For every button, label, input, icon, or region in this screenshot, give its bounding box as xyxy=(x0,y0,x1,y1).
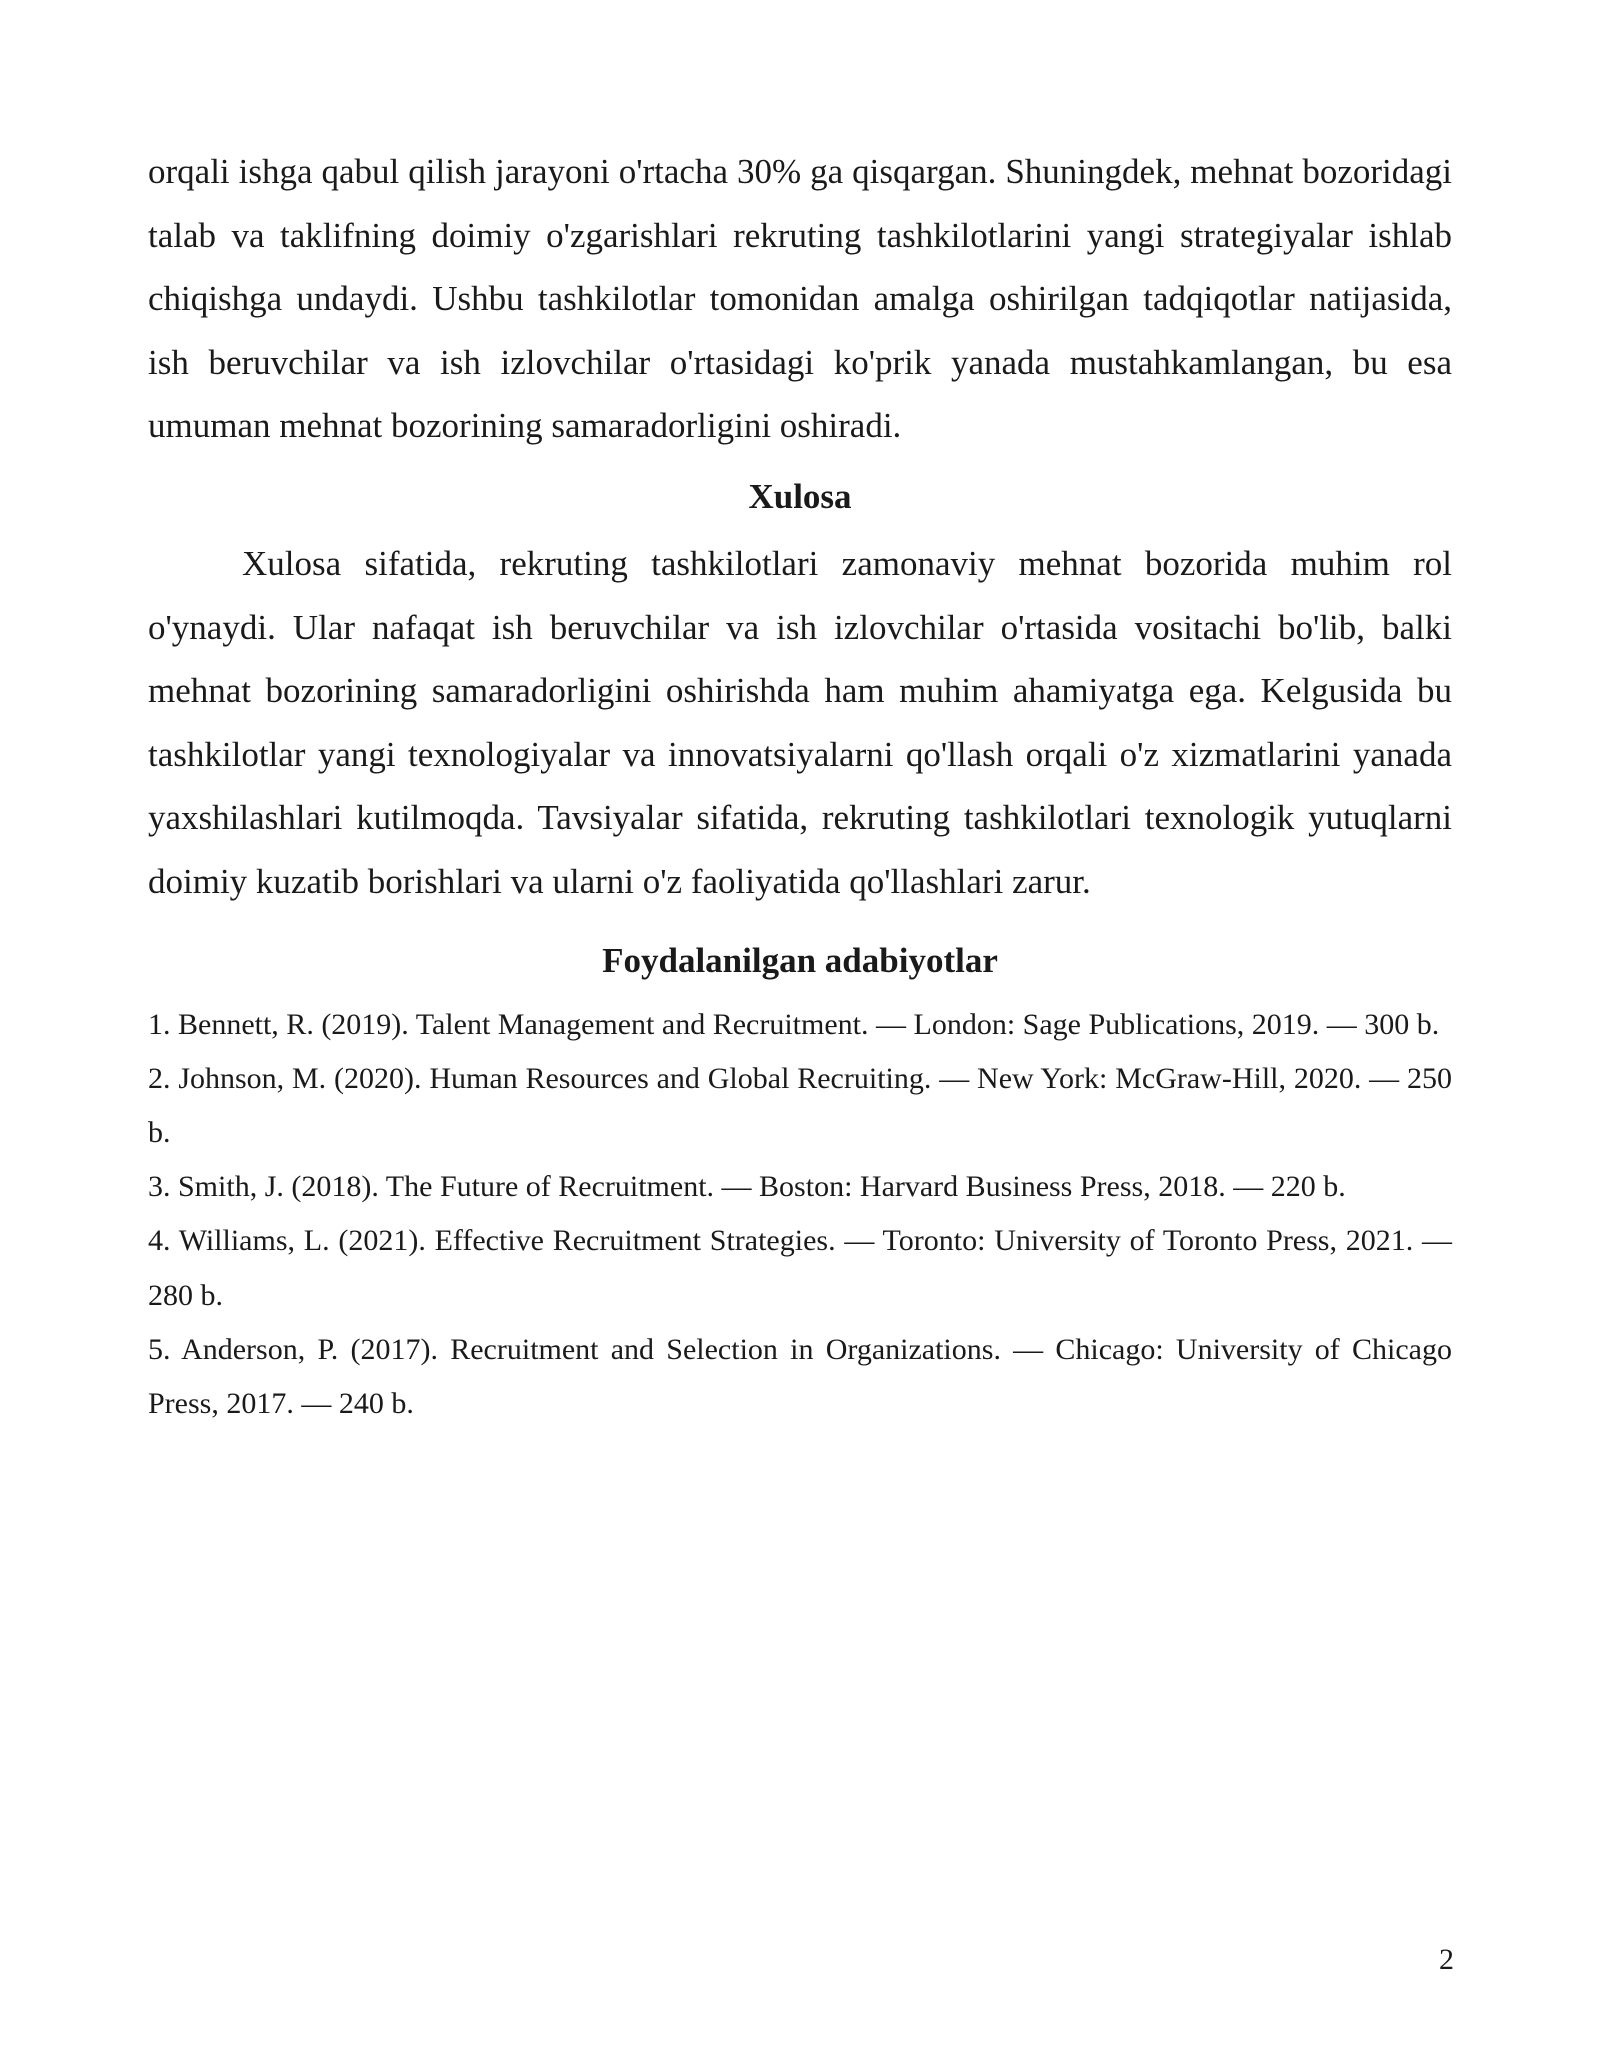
conclusion-heading: Xulosa xyxy=(748,476,852,516)
references-list xyxy=(148,998,1452,1432)
intro-paragraph: orqali ishga qabul qilish jarayoni o'rtacha 30% ga qisqargan. Shuningdek, mehnat bozoridagi talab va taklifning doimiy o'zgarishlari rekruting tashkilotlarini yangi strategiyalar ishlab chiqishga undaydi. Ushbu tashkilotlar tomonidan amalga oshirilgan tadqiqotlar natijasida, ish beruvchilar va ish izlovchilar o'rtasidagi ko'prik yanada mustahkamlangan, bu esa umuman mehnat bozorining samaradorligini oshiradi. xyxy=(148,152,1452,446)
reference-item: 4. Williams, L. (2021). Effective Recruitment Strategies. — Toronto: University of Toronto Press, 2021. — 280 b. xyxy=(148,1224,1452,1312)
page-number: 2 xyxy=(1439,1943,1454,1976)
references-heading: Foydalanilgan adabiyotlar xyxy=(602,940,998,980)
conclusion-paragraph: Xulosa sifatida, rekruting tashkilotlari zamonaviy mehnat bozorida muhim rol o'ynaydi. Ular nafaqat ish beruvchilar va ish izlovchilar o'rtasida vositachi bo'lib, balki mehnat bozorining samaradorligini oshirishda ham muhim ahamiyatga ega. Kelgusida bu tashkilotlar yangi texnologiyalar va innovatsiyalarni qo'llash orqali o'z xizmatlarini yanada yaxshilashlari kutilmoqda. Tavsiyalar sifatida, rekruting tashkilotlari texnologik yutuqlarni doimiy kuzatib borishlari va ularni o'z faoliyatida qo'llashlari zarur. xyxy=(148,543,1452,901)
reference-item: 1. Bennett, R. (2019). Talent Management and Recruitment. — London: Sage Publications, 2019. — 300 b. xyxy=(148,1007,1440,1041)
document-page xyxy=(148,140,1452,1431)
reference-item: 2. Johnson, M. (2020). Human Resources and Global Recruiting. — New York: McGraw-Hill, 2020. — 250 b. xyxy=(148,1061,1452,1149)
reference-item: 5. Anderson, P. (2017). Recruitment and Selection in Organizations. — Chicago: University of Chicago Press, 2017. — 240 b. xyxy=(148,1332,1452,1420)
reference-item: 3. Smith, J. (2018). The Future of Recruitment. — Boston: Harvard Business Press, 2018. — 220 b. xyxy=(148,1170,1346,1204)
